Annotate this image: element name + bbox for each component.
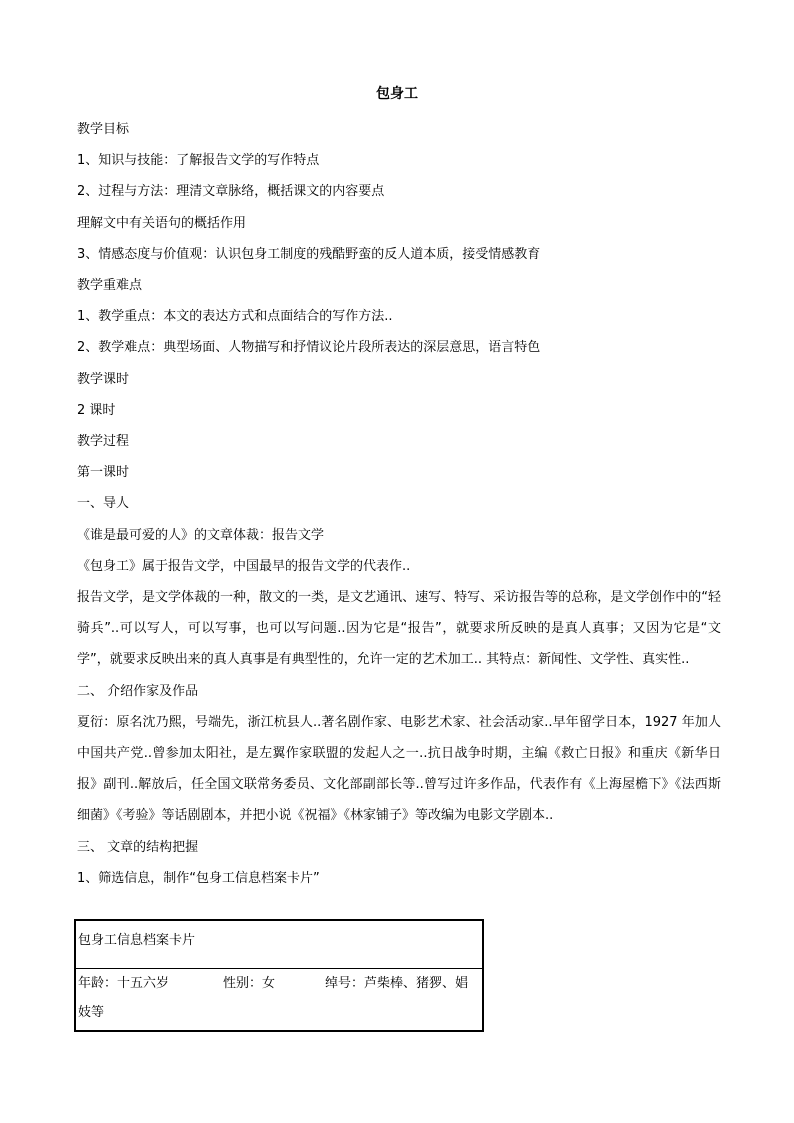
heading-key-points: 教学重难点 — [77, 278, 143, 294]
card-age: 年龄：十五六岁 — [78, 976, 170, 991]
info-card-body — [76, 969, 482, 1027]
task-line: 1、筛选信息，制作“包身工信息档案卡片” — [77, 870, 320, 886]
heading-teaching-process: 教学过程 — [77, 434, 130, 450]
section-author: 二、 介绍作家及作品 — [77, 683, 199, 699]
intro-line-2: 《包身工》属于报告文学，中国最早的报告文学的代表作.. — [77, 558, 411, 574]
paragraph-report-literature: 报告文学，是文学体裁的一种，散文的一类，是文艺通讯、速写、特写、采访报告等的总称，是文学创作中的“轻骑兵”..可以写人，可以写事，也可以写问题..因为它是“报告”，就要求所反映的是真人真事；又因为它是“文学”，就要求反映出来的真人真事是有典型性的，允许一定的艺术加工.. 其特点：新闻性、文学性、真实性.. — [77, 590, 721, 668]
card-nickname: 绰号：芦柴棒、猪猡、娼 — [325, 976, 469, 991]
info-card-table — [74, 919, 484, 1032]
card-gender: 性别：女 — [223, 976, 276, 991]
section-intro: 一、导人 — [77, 496, 130, 512]
heading-teaching-goals: 教学目标 — [77, 122, 130, 137]
goal-knowledge: 1、知识与技能：了解报告文学的写作特点 — [77, 153, 320, 169]
section-structure: 三、 文章的结构把握 — [77, 839, 199, 855]
document-body — [77, 114, 721, 894]
info-card-row — [78, 969, 480, 998]
goal-emotion: 3、情感态度与价值观：认识包身工制度的残酷野蛮的反人道本质，接受情感教育 — [77, 246, 541, 262]
class-hours-value: 2 课时 — [77, 402, 116, 418]
key-point: 1、教学重点：本文的表达方式和点面结合的写作方法.. — [77, 309, 393, 325]
goal-process-cont: 理解文中有关语句的概括作用 — [77, 215, 247, 231]
heading-class-hours: 教学课时 — [77, 371, 130, 387]
paragraph-author: 夏衍：原名沈乃熙，号端先，浙江杭县人..著名剧作家、电影艺术家、社会活动家..早年留学日本，1927 年加人中国共产党..曾参加太阳社，是左翼作家联盟的发起人之一..抗日战争时期，主编《救亡日报》和重庆《新华日报》副刊..解放后，任全国文联常务委员、文化部副部长等..曾写过许多作品，代表作有《上海屋檐下》《法西斯细菌》《考验》等话剧剧本，并把小说《祝福》《林家铺子》等改编为电影文学剧本.. — [77, 714, 721, 824]
document-title: 包身工 — [376, 86, 418, 102]
goal-process: 2、过程与方法：理清文章脉络，概括课文的内容要点 — [77, 184, 385, 200]
card-nickname-cont: 妓等 — [78, 1005, 105, 1020]
first-lesson: 第一课时 — [77, 465, 130, 481]
info-card-header: 包身工信息档案卡片 — [76, 921, 482, 969]
difficult-point: 2、教学难点：典型场面、人物描写和抒情议论片段所表达的深层意思，语言特色 — [77, 340, 541, 356]
intro-line-1: 《谁是最可爱的人》的文章体裁：报告文学 — [77, 527, 325, 543]
